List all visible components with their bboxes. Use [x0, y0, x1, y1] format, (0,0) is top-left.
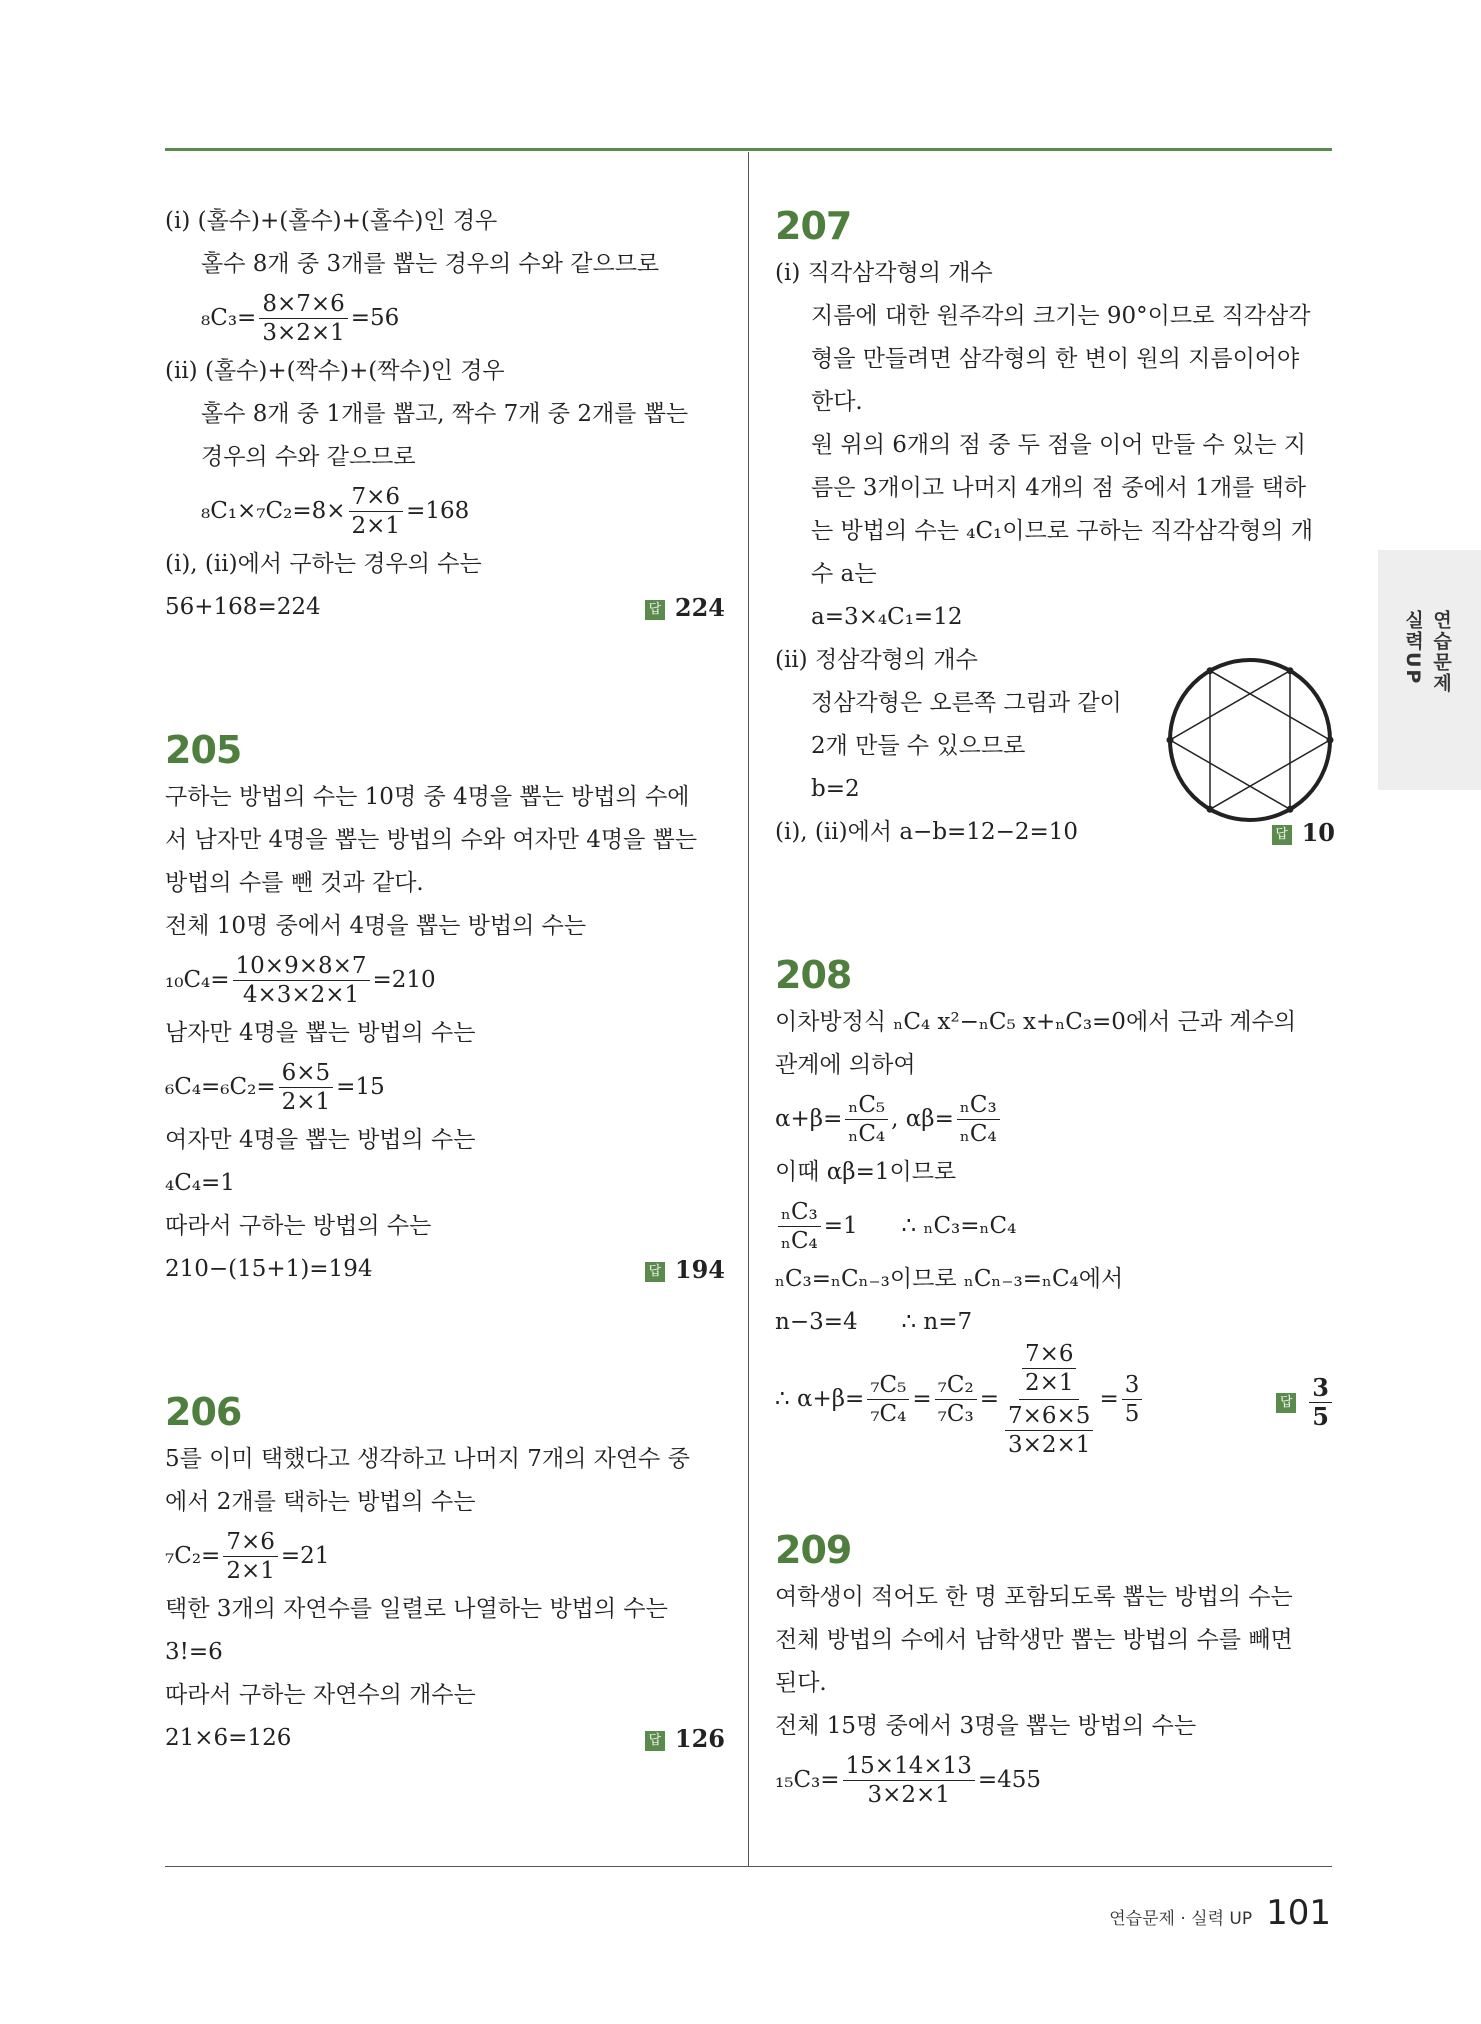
- formula: [775, 1087, 1335, 1151]
- equals-sign: =: [912, 1386, 932, 1412]
- formula-text: , αβ=: [891, 1106, 954, 1132]
- denominator: ₇C₃: [937, 1400, 974, 1427]
- text-line: 관계에 의하여: [775, 1052, 916, 1078]
- denominator: 2×1: [281, 1088, 331, 1115]
- problem-number: 205: [165, 728, 242, 772]
- side-tab-label: 실력UP: [1402, 610, 1424, 686]
- formula: [165, 1524, 725, 1588]
- problem-number: 208: [775, 953, 852, 997]
- answer-value: 126: [674, 1724, 725, 1753]
- text-line: 는 방법의 수는 ₄C₁이므로 구하는 직각삼각형의 개: [811, 518, 1314, 544]
- page-footer: [1109, 1893, 1331, 1933]
- text-line: 여자만 4명을 뽑는 방법의 수는: [165, 1127, 476, 1153]
- bottom-rule: [165, 1866, 1332, 1867]
- solution-206: [165, 1386, 725, 1760]
- hexagram-circle-figure: [1160, 650, 1340, 830]
- denominator: 2×1: [351, 512, 401, 539]
- problem-number: 207: [775, 204, 852, 248]
- equals-sign: =: [1099, 1386, 1119, 1412]
- fraction: [349, 483, 404, 540]
- spacer: [775, 1454, 1335, 1524]
- denominator: 2×1: [226, 1557, 275, 1584]
- formula-text: ₁₀C₄=: [165, 967, 230, 993]
- text-line: 름은 3개이고 나머지 4개의 점 중에서 1개를 택하: [811, 475, 1307, 501]
- problem-number: 206: [165, 1390, 242, 1434]
- answer-tag-icon: 답: [1272, 825, 1292, 845]
- fraction: [259, 290, 347, 347]
- text-line: 방법의 수를 뺀 것과 같다.: [165, 870, 424, 896]
- numerator: 15×14×13: [843, 1752, 975, 1781]
- text-line: 서 남자만 4명을 뽑는 방법의 수와 여자만 4명을 뽑는: [165, 827, 698, 853]
- side-tab-label: 연습문제: [1430, 610, 1452, 694]
- text-line: (ⅰ) 직각삼각형의 개수: [775, 260, 993, 286]
- numerator: [1019, 1338, 1080, 1400]
- spacer: [165, 629, 725, 724]
- numerator: 8×7×6: [259, 290, 347, 319]
- text-line: 5를 이미 택했다고 생각하고 나머지 7개의 자연수 중: [165, 1446, 690, 1472]
- numerator: 10×9×8×7: [233, 952, 370, 981]
- fraction: [279, 1059, 334, 1116]
- point: [1207, 667, 1214, 674]
- fraction: [1005, 1402, 1093, 1459]
- text-line: ₙC₃=ₙCₙ₋₃이므로 ₙCₙ₋₃=ₙC₄에서: [775, 1266, 1124, 1292]
- formula-text: ₁₅C₃=: [775, 1767, 840, 1793]
- text-line: 전체 방법의 수에서 남학생만 뽑는 방법의 수를 빼면: [775, 1627, 1293, 1653]
- fraction: [1022, 1340, 1077, 1397]
- text-line: 정삼각형은 오른쪽 그림과 같이: [811, 690, 1122, 716]
- fraction: [867, 1371, 909, 1428]
- text-line: (ⅰ), (ⅱ)에서 구하는 경우의 수는: [165, 551, 482, 577]
- text-line: 홀수 8개 중 3개를 뽑는 경우의 수와 같으므로: [201, 251, 660, 277]
- solution-209: [775, 1524, 1335, 1812]
- fraction: [957, 1091, 1000, 1148]
- text-line: ₄C₄=1: [165, 1170, 235, 1196]
- equals-sign: =: [979, 1386, 999, 1412]
- answer-tag-icon: 답: [645, 1731, 665, 1751]
- text-line: 구하는 방법의 수는 10명 중 4명을 뽑는 방법의 수에: [165, 784, 690, 810]
- point: [1167, 737, 1174, 744]
- denominator: 3×2×1: [867, 1781, 950, 1808]
- text-line: 택한 3개의 자연수를 일렬로 나열하는 방법의 수는: [165, 1596, 668, 1622]
- fraction: [233, 952, 370, 1009]
- text-line: 수 a는: [811, 561, 877, 587]
- formula-text: ₈C₃=: [201, 305, 257, 331]
- fraction: [778, 1198, 821, 1255]
- footer-section-label: 연습문제 · 실력 UP: [1109, 1909, 1253, 1929]
- formula: [165, 479, 725, 543]
- numerator: ₙC₃: [957, 1091, 1000, 1120]
- formula-text: ∴ α+β=: [775, 1386, 865, 1412]
- formula-text: ₈C₁×₇C₂=8×: [201, 498, 346, 524]
- answer-tag-icon: 답: [645, 1262, 665, 1282]
- numerator: ₇C₂: [935, 1371, 977, 1400]
- problem-number: 209: [775, 1528, 852, 1572]
- denominator: 2×1: [1024, 1369, 1074, 1396]
- spacer: [165, 1291, 725, 1386]
- answer: [645, 586, 725, 629]
- answer: [645, 1248, 725, 1291]
- answer-value: 10: [1301, 818, 1335, 847]
- numerator: ₙC₅: [845, 1091, 888, 1120]
- answer-value: 194: [674, 1255, 725, 1284]
- numerator: 7×6: [223, 1528, 278, 1557]
- section-side-tab: [1378, 550, 1481, 790]
- answer: [1276, 1374, 1335, 1431]
- formula-text: =15: [336, 1074, 385, 1100]
- numerator: ₇C₅: [867, 1371, 909, 1400]
- formula: [165, 948, 725, 1012]
- text-line: a=3×₄C₁=12: [811, 604, 963, 630]
- formula: [165, 1055, 725, 1119]
- fraction: [935, 1371, 977, 1428]
- point: [1207, 806, 1214, 813]
- fraction: [845, 1091, 888, 1148]
- top-rule: [165, 148, 1332, 151]
- text-line: [165, 1717, 725, 1760]
- point: [1287, 806, 1294, 813]
- denominator: ₇C₄: [870, 1400, 907, 1427]
- formula-text: =1 ∴ ₙC₃=ₙC₄: [823, 1213, 1017, 1239]
- numerator: 6×5: [279, 1059, 334, 1088]
- solution-205: [165, 724, 725, 1291]
- denominator: ₙC₄: [959, 1120, 997, 1147]
- formula: [775, 1194, 1335, 1258]
- fraction: [1122, 1371, 1143, 1428]
- formula-text: α+β=: [775, 1106, 843, 1132]
- text-line: n−3=4 ∴ n=7: [775, 1309, 973, 1335]
- circle: [1170, 660, 1330, 820]
- text: 210−(15+1)=194: [165, 1256, 373, 1282]
- formula-text: =21: [280, 1543, 330, 1569]
- denominator: 3×2×1: [1007, 1431, 1091, 1458]
- text-line: 여학생이 적어도 한 명 포함되도록 뽑는 방법의 수는: [775, 1584, 1293, 1610]
- text-line: 경우의 수와 같으므로: [201, 444, 416, 470]
- answer: [645, 1717, 725, 1760]
- denominator: 3×2×1: [262, 319, 345, 346]
- formula: [775, 1340, 1335, 1458]
- solution-204-continued: [165, 200, 725, 629]
- text-line: 에서 2개를 택하는 방법의 수는: [165, 1489, 476, 1515]
- text-line: 이때 αβ=1이므로: [775, 1159, 957, 1185]
- text-line: (ⅰ) (홀수)+(홀수)+(홀수)인 경우: [165, 208, 498, 234]
- text-line: 남자만 4명을 뽑는 방법의 수는: [165, 1020, 476, 1046]
- text-line: 원 위의 6개의 점 중 두 점을 이어 만들 수 있는 지: [811, 432, 1306, 458]
- answer-value: [1309, 1374, 1332, 1431]
- numerator: 7×6×5: [1005, 1402, 1093, 1431]
- point: [1327, 737, 1334, 744]
- text-line: [165, 1248, 725, 1291]
- text-line: 전체 10명 중에서 4명을 뽑는 방법의 수는: [165, 913, 587, 939]
- numerator: 3: [1309, 1374, 1332, 1403]
- formula-text: =210: [372, 967, 436, 993]
- text: 21×6=126: [165, 1725, 292, 1751]
- text: 56+168=224: [165, 594, 321, 620]
- formula: [165, 286, 725, 350]
- point: [1287, 667, 1294, 674]
- denominator: 5: [1312, 1402, 1329, 1431]
- column-divider: [748, 152, 749, 1866]
- answer-tag-icon: 답: [1276, 1393, 1296, 1413]
- text-line: 따라서 구하는 자연수의 개수는: [165, 1682, 476, 1708]
- fraction: [843, 1752, 975, 1809]
- denominator: 5: [1124, 1400, 1140, 1427]
- right-column: [775, 200, 1335, 1812]
- solution-208: [775, 949, 1335, 1458]
- text-line: b=2: [811, 776, 860, 802]
- denominator: 4×3×2×1: [242, 981, 360, 1008]
- text-line: 형을 만들려면 삼각형의 한 변이 원의 지름이어야: [811, 346, 1300, 372]
- text-line: 한다.: [811, 389, 863, 415]
- answer-tag-icon: 답: [645, 600, 665, 620]
- fraction: [223, 1528, 278, 1585]
- page-number: 101: [1266, 1893, 1331, 1933]
- left-column: [165, 200, 725, 1760]
- text: (ⅰ), (ⅱ)에서 a−b=12−2=10: [775, 819, 1079, 845]
- text-line: 이차방정식 ₙC₄ x²−ₙC₅ x+ₙC₃=0에서 근과 계수의: [775, 1009, 1297, 1035]
- numerator: ₙC₃: [778, 1198, 821, 1227]
- formula-text: =455: [977, 1767, 1042, 1793]
- numerator: 3: [1122, 1371, 1143, 1400]
- text-line: [165, 586, 725, 629]
- text-line: 된다.: [775, 1670, 827, 1696]
- denominator: ₙC₄: [781, 1227, 818, 1254]
- numerator: 7×6: [1022, 1340, 1077, 1369]
- formula-text: ₆C₄=₆C₂=: [165, 1074, 276, 1100]
- formula-text: ₇C₂=: [165, 1543, 221, 1569]
- denominator: [1002, 1400, 1096, 1461]
- text-line: 3!=6: [165, 1639, 223, 1665]
- compound-fraction: [1002, 1338, 1096, 1461]
- text-line: 홀수 8개 중 1개를 뽑고, 짝수 7개 중 2개를 뽑는: [201, 401, 689, 427]
- formula-text: =168: [406, 498, 470, 524]
- text-line: 2개 만들 수 있으므로: [811, 733, 1026, 759]
- answer-value: 224: [674, 593, 725, 622]
- text-line: (ⅱ) 정삼각형의 개수: [775, 647, 978, 673]
- text-line: 따라서 구하는 방법의 수는: [165, 1213, 432, 1239]
- formula-text: =56: [350, 305, 400, 331]
- text-line: 지름에 대한 원주각의 크기는 90°이므로 직각삼각: [811, 303, 1311, 329]
- text-line: (ⅱ) (홀수)+(짝수)+(짝수)인 경우: [165, 358, 505, 384]
- denominator: ₙC₄: [848, 1120, 886, 1147]
- formula: [775, 1748, 1335, 1812]
- text-line: 전체 15명 중에서 3명을 뽑는 방법의 수는: [775, 1713, 1197, 1739]
- spacer: [775, 854, 1335, 949]
- numerator: 7×6: [349, 483, 404, 512]
